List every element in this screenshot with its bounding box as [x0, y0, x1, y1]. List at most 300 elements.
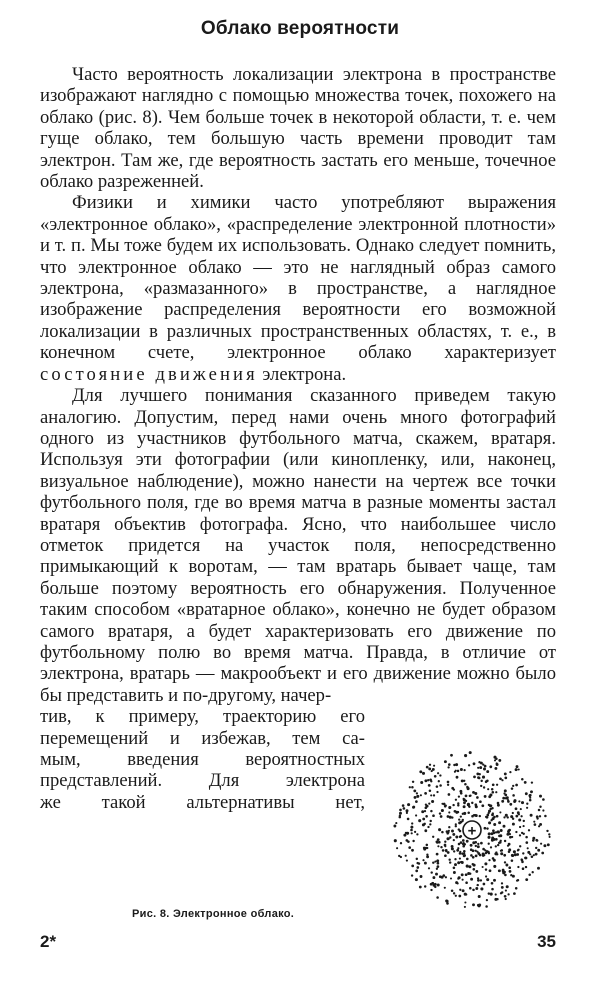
cloud-dot: [523, 825, 525, 827]
cloud-dot: [480, 879, 482, 881]
cloud-dot: [509, 803, 512, 806]
cloud-dot: [504, 772, 507, 775]
cloud-dot: [485, 905, 488, 908]
cloud-dot: [425, 815, 428, 818]
cloud-dot: [490, 893, 493, 896]
cloud-dot: [426, 766, 429, 769]
cloud-dot: [477, 767, 479, 769]
cloud-dot: [480, 780, 482, 782]
cloud-dot: [475, 814, 478, 817]
cloud-dot: [462, 819, 464, 821]
cloud-dot: [415, 814, 417, 816]
cloud-dot: [515, 768, 518, 771]
cloud-dot: [492, 812, 494, 814]
cloud-dot: [452, 804, 454, 806]
cloud-dot: [499, 841, 502, 844]
cloud-dot: [411, 865, 414, 868]
cloud-dot: [437, 838, 440, 841]
cloud-dot: [457, 770, 460, 773]
cloud-dot: [426, 855, 429, 858]
cloud-dot: [412, 781, 414, 783]
cloud-dot: [509, 771, 511, 773]
cloud-dot: [466, 840, 469, 843]
cloud-dot: [507, 893, 509, 895]
paragraph-3-full-width: Для лучшего понимания сказанного приведем такую аналогию. Допустим, перед нами очень много фотографий одного из участников футбольного матча, скажем, вратаря. Используя эти фотографии (или кинопленку, или, наконец, визуальное наблюдение), можно нанести на чертеж все точки футбольного поля, где во время матча в разные моменты застал вратаря объектив фотографа. Ясно, что наибольшее число отметок придется на участок поля, непосредственно примыкающий к воротам, — там вратарь бывает чаще, там больше поэтому вероятность его обнаружения. Полученное таким способом «вратарное облако», конечно не будет образом самого вратаря, а будет характеризовать его движение по футбольному полю во время матча. Правда, в отличие от электрона, вратарь — макрообъект и его движение можно было бы представить и по-другому, начер-: [40, 385, 556, 706]
cloud-dot: [488, 832, 491, 835]
electron-cloud-figure: [392, 750, 552, 910]
cloud-dot: [511, 787, 514, 790]
cloud-dot: [496, 815, 499, 818]
cloud-dot: [548, 833, 550, 835]
paragraph-3-narrow-column: [40, 706, 365, 813]
cloud-dot: [481, 804, 484, 807]
cloud-dot: [533, 854, 535, 856]
cloud-dot: [407, 840, 410, 843]
cloud-dot: [489, 869, 492, 872]
cloud-dot: [501, 882, 503, 884]
cloud-dot: [455, 823, 457, 825]
cloud-dot: [509, 833, 511, 835]
cloud-dot: [525, 841, 528, 844]
cloud-dot: [482, 854, 485, 857]
cloud-dot: [493, 823, 496, 826]
cloud-dot: [466, 786, 469, 789]
figure-caption: Рис. 8. Электронное облако.: [132, 908, 295, 920]
cloud-dot: [453, 867, 456, 870]
cloud-dot: [408, 846, 411, 849]
cloud-dot: [480, 842, 483, 845]
cloud-dot: [465, 800, 467, 802]
cloud-dot: [448, 811, 450, 813]
cloud-dot: [491, 882, 494, 885]
cloud-dot: [494, 767, 497, 770]
cloud-dot: [532, 839, 535, 842]
cloud-dot: [449, 816, 452, 819]
cloud-dot: [445, 876, 447, 878]
cloud-dot: [514, 853, 517, 856]
cloud-dot: [453, 871, 456, 874]
cloud-dot: [500, 892, 502, 894]
cloud-dot: [444, 841, 446, 843]
emphasized-phrase: состояние движения: [40, 363, 258, 385]
cloud-dot: [431, 800, 434, 803]
cloud-dot: [516, 765, 519, 768]
cloud-dot: [475, 845, 477, 847]
cloud-dot: [418, 819, 421, 822]
cloud-dot: [501, 849, 504, 852]
cloud-dot: [472, 903, 475, 906]
cloud-dot: [420, 875, 423, 878]
cloud-dot: [484, 862, 487, 865]
cloud-dot: [542, 798, 545, 801]
cloud-dot: [486, 878, 489, 881]
cloud-dot: [427, 826, 429, 828]
cloud-dot: [546, 830, 548, 832]
cloud-dot: [395, 822, 397, 824]
cloud-dot: [431, 871, 433, 873]
cloud-dot: [439, 774, 441, 776]
cloud-dot: [503, 816, 505, 818]
cloud-dot: [432, 876, 435, 879]
cloud-dot: [467, 803, 470, 806]
cloud-dot: [473, 762, 476, 765]
cloud-dot: [493, 865, 496, 868]
cloud-dot: [470, 854, 473, 857]
cloud-dot: [501, 779, 503, 781]
cloud-dot: [484, 765, 487, 768]
cloud-dot: [440, 846, 442, 848]
cloud-dot: [406, 812, 408, 814]
cloud-dot: [436, 841, 439, 844]
cloud-dot: [498, 759, 501, 762]
cloud-dot: [464, 783, 467, 786]
cloud-dot: [442, 849, 445, 852]
cloud-dot: [503, 854, 506, 857]
cloud-dot: [479, 766, 482, 769]
narrow-line: тив, к примеру, траекторию его: [40, 706, 365, 728]
cloud-dot: [507, 830, 510, 833]
cloud-dot: [455, 836, 458, 839]
cloud-dot: [462, 843, 464, 845]
cloud-dot: [472, 791, 475, 794]
page-number: 35: [537, 932, 556, 951]
cloud-dot: [411, 786, 414, 789]
cloud-dot: [513, 892, 516, 895]
cloud-dot: [422, 859, 424, 861]
cloud-dot: [499, 777, 502, 780]
cloud-dot: [429, 764, 431, 766]
cloud-dot: [472, 841, 475, 844]
cloud-dot: [416, 833, 418, 835]
cloud-dot: [411, 874, 413, 876]
cloud-dot: [470, 844, 473, 847]
cloud-dot: [504, 789, 507, 792]
cloud-dot: [420, 781, 423, 784]
cloud-dot: [424, 862, 427, 865]
cloud-dot: [502, 797, 505, 800]
cloud-dot: [517, 849, 519, 851]
narrow-line: же такой альтернативы нет,: [40, 791, 365, 813]
cloud-dot: [433, 765, 435, 767]
cloud-dot: [437, 862, 440, 865]
cloud-dot: [515, 887, 518, 890]
cloud-dot: [437, 883, 440, 886]
cloud-dot: [491, 839, 494, 842]
cloud-dot: [455, 895, 457, 897]
cloud-dot: [541, 852, 544, 855]
cloud-dot: [399, 815, 401, 817]
cloud-dot: [487, 788, 489, 790]
cloud-dot: [502, 870, 505, 873]
cloud-dot: [485, 781, 487, 783]
cloud-dot: [459, 858, 461, 860]
cloud-dot: [425, 807, 428, 810]
cloud-dot: [447, 851, 450, 854]
cloud-dot: [543, 844, 546, 847]
cloud-dot: [524, 781, 527, 784]
cloud-dot: [519, 834, 521, 836]
cloud-dot: [527, 847, 529, 849]
cloud-dot: [500, 852, 503, 855]
cloud-dot: [520, 808, 522, 810]
cloud-dot: [463, 805, 466, 808]
cloud-dot: [416, 795, 419, 798]
cloud-dot: [519, 845, 521, 847]
cloud-dot: [458, 818, 460, 820]
cloud-dot: [476, 884, 478, 886]
cloud-dot: [486, 850, 489, 853]
cloud-dot: [460, 821, 463, 824]
cloud-dot: [496, 762, 498, 764]
cloud-dot: [448, 838, 450, 840]
cloud-dot: [504, 840, 506, 842]
cloud-dot: [454, 863, 457, 866]
cloud-dot: [539, 823, 542, 826]
cloud-dot: [526, 807, 528, 809]
cloud-dot: [512, 855, 514, 857]
cloud-dot: [402, 804, 405, 807]
cloud-dot: [415, 878, 418, 881]
cloud-dot: [419, 770, 422, 773]
cloud-dot: [487, 836, 490, 839]
cloud-dot: [428, 784, 431, 787]
cloud-dot: [488, 821, 491, 824]
cloud-dot: [453, 850, 455, 852]
cloud-dot: [486, 816, 489, 819]
cloud-dot: [486, 770, 489, 773]
body-text: [40, 64, 556, 813]
cloud-dot: [501, 800, 504, 803]
cloud-dot: [436, 853, 439, 856]
cloud-dot: [466, 865, 469, 868]
cloud-dot: [463, 798, 465, 800]
cloud-dot: [424, 885, 426, 887]
cloud-dot: [491, 807, 493, 809]
cloud-dot: [529, 794, 532, 797]
cloud-dot: [521, 861, 524, 864]
cloud-dot: [432, 768, 435, 771]
cloud-dot: [464, 769, 466, 771]
cloud-dot: [475, 855, 478, 858]
cloud-dot: [430, 810, 432, 812]
cloud-dot: [512, 823, 515, 826]
cloud-dot: [432, 814, 435, 817]
cloud-dot: [518, 800, 520, 802]
cloud-dot: [495, 838, 498, 841]
cloud-dot: [493, 816, 496, 819]
cloud-dot: [491, 832, 494, 835]
cloud-dot: [448, 793, 451, 796]
cloud-dot: [537, 849, 540, 852]
cloud-dot: [460, 841, 463, 844]
cloud-dot: [480, 785, 482, 787]
cloud-dot: [413, 790, 416, 793]
cloud-dot: [454, 771, 456, 773]
cloud-dot: [507, 799, 509, 801]
cloud-dot: [530, 790, 533, 793]
cloud-dot: [430, 883, 433, 886]
cloud-dot: [519, 826, 521, 828]
cloud-dot: [470, 878, 473, 881]
cloud-dot: [434, 861, 436, 863]
cloud-dot: [414, 831, 416, 833]
cloud-dot: [430, 780, 432, 782]
cloud-dot: [428, 867, 430, 869]
cloud-dot: [460, 768, 463, 771]
cloud-dot: [435, 873, 438, 876]
cloud-dot: [477, 845, 480, 848]
cloud-dot: [498, 869, 501, 872]
cloud-dot: [468, 865, 471, 868]
cloud-dot: [396, 847, 398, 849]
cloud-dot: [513, 799, 516, 802]
cloud-dot: [457, 861, 460, 864]
cloud-dot: [457, 804, 459, 806]
cloud-dot: [462, 839, 465, 842]
cloud-dot: [525, 878, 528, 881]
cloud-dot: [528, 873, 531, 876]
cloud-dot: [533, 821, 535, 823]
cloud-dot: [411, 849, 414, 852]
cloud-dot: [478, 895, 481, 898]
cloud-dot: [399, 812, 402, 815]
cloud-dot: [453, 788, 455, 790]
cloud-dot: [492, 791, 495, 794]
cloud-dot: [528, 829, 530, 831]
cloud-dot: [536, 817, 538, 819]
cloud-dot: [434, 775, 437, 778]
cloud-dot: [460, 861, 462, 863]
cloud-dot: [450, 754, 453, 757]
cloud-dot: [489, 804, 492, 807]
cloud-dot: [532, 871, 534, 873]
cloud-dot: [485, 875, 487, 877]
cloud-dot: [444, 854, 447, 857]
cloud-dot: [488, 810, 491, 813]
cloud-dot: [453, 839, 455, 841]
cloud-dot: [416, 858, 418, 860]
cloud-dot: [461, 873, 464, 876]
cloud-dot: [457, 811, 459, 813]
cloud-dot: [461, 779, 464, 782]
cloud-dot: [517, 879, 519, 881]
cloud-dot: [415, 800, 418, 803]
cloud-dot: [425, 847, 427, 849]
cloud-dot: [496, 784, 498, 786]
narrow-line: представлений. Для электрона: [40, 770, 365, 792]
cloud-dot: [475, 887, 478, 890]
cloud-dot: [539, 806, 541, 808]
cloud-dot: [406, 860, 408, 862]
cloud-dot: [444, 845, 446, 847]
cloud-dot: [526, 803, 528, 805]
cloud-dot: [416, 792, 418, 794]
cloud-dot: [475, 870, 478, 873]
cloud-dot: [480, 762, 483, 765]
cloud-dot: [505, 864, 508, 867]
cloud-dot: [424, 792, 427, 795]
cloud-dot: [406, 832, 409, 835]
cloud-dot: [447, 766, 449, 768]
cloud-dot: [437, 772, 439, 774]
cloud-dot: [537, 867, 540, 870]
cloud-dot: [430, 794, 432, 796]
cloud-dot: [495, 845, 497, 847]
cloud-dot: [497, 830, 500, 833]
cloud-dot: [415, 870, 418, 873]
paragraph-2-text-b: электрона.: [257, 363, 347, 385]
cloud-dot: [436, 785, 439, 788]
cloud-dot: [421, 810, 424, 813]
cloud-dot: [449, 861, 451, 863]
cloud-dot: [482, 776, 485, 779]
cloud-dot: [441, 831, 444, 834]
cloud-dot: [418, 862, 420, 864]
cloud-dot: [411, 822, 413, 824]
cloud-dot: [521, 832, 523, 834]
cloud-dot: [508, 843, 511, 846]
cloud-dot: [414, 796, 417, 799]
cloud-dot: [400, 856, 402, 858]
cloud-dot: [535, 847, 537, 849]
cloud-dot: [505, 898, 507, 900]
cloud-dot: [400, 842, 402, 844]
cloud-dot: [479, 773, 481, 775]
cloud-dot: [423, 823, 425, 825]
cloud-dot: [403, 807, 406, 810]
cloud-dot: [409, 786, 411, 788]
cloud-dot: [463, 812, 466, 815]
cloud-dot: [410, 826, 413, 829]
cloud-dot: [436, 868, 438, 870]
cloud-dot: [501, 886, 504, 889]
cloud-dot: [530, 814, 533, 817]
cloud-dot: [422, 818, 425, 821]
cloud-dot: [429, 823, 431, 825]
cloud-dot: [410, 829, 413, 832]
cloud-dot: [466, 858, 469, 861]
cloud-dot: [454, 810, 457, 813]
cloud-dot: [440, 815, 443, 818]
cloud-dot: [471, 802, 473, 804]
cloud-dot: [428, 803, 430, 805]
cloud-dot: [517, 866, 519, 868]
section-heading: Облако вероятности: [200, 18, 400, 39]
narrow-line: мым, введения вероятностных: [40, 749, 365, 770]
cloud-dot: [438, 780, 440, 782]
cloud-dot: [394, 839, 397, 842]
cloud-dot: [469, 795, 471, 797]
cloud-dot: [498, 821, 501, 824]
cloud-dot: [536, 839, 539, 842]
cloud-dot: [432, 836, 434, 838]
cloud-dot: [525, 792, 528, 795]
cloud-dot: [540, 843, 542, 845]
cloud-dot: [539, 795, 542, 798]
cloud-dot: [504, 895, 507, 898]
cloud-dot: [493, 879, 496, 882]
cloud-dot: [494, 759, 496, 761]
cloud-dot: [472, 856, 475, 859]
cloud-dot: [497, 802, 500, 805]
cloud-dot: [503, 825, 506, 828]
cloud-dot: [420, 794, 422, 796]
cloud-dot: [518, 813, 520, 815]
cloud-dot: [531, 781, 533, 783]
cloud-dot: [544, 815, 547, 818]
cloud-dot: [515, 784, 518, 787]
cloud-dot: [511, 836, 513, 838]
